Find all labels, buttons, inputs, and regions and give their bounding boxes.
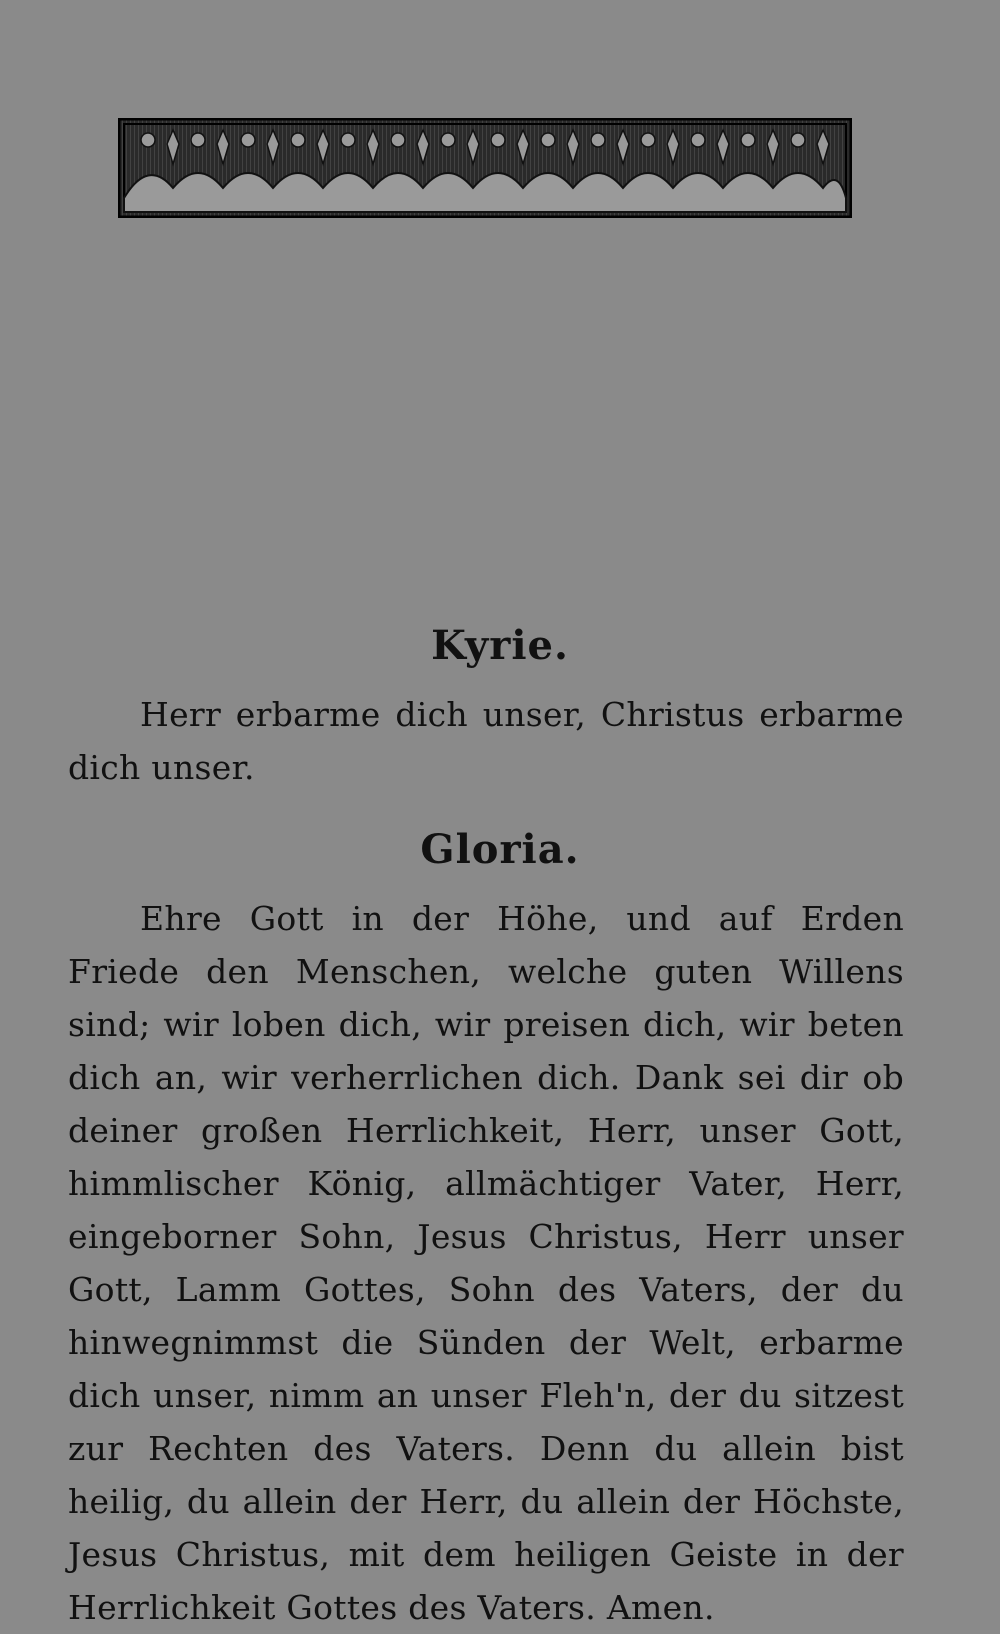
decorative-header-ornament — [118, 118, 852, 218]
gloria-heading: Gloria. — [420, 826, 580, 873]
gloria-text: Ehre Gott in der Höhe, und auf Erden Friede den Menschen, welche guten Willens sind; wir loben dich, wir preisen dich, wir beten dich an, wir verherrlichen dich. Dank sei dir ob deiner großen Herrlichkeit, Herr, unser Gott, himmlischer König, allmächtiger Vater, Herr, eingeborner Sohn, Jesus Christus, Herr unser Gott, Lamm Gottes, Sohn des Vaters, der du hinwegnimmst die Sünden der Welt, erbarme dich unser, nimm an unser Fleh'n, der du sitzest zur Rechten des Vaters. Denn du allein bist heilig, du allein der Herr, du allein der Höchste, Jesus Christus, mit dem heiligen Geiste in der Herrlichkeit Gottes des Vaters. Amen. — [68, 899, 904, 1627]
kyrie-text: Herr erbarme dich unser, Christus erbarme dich unser. — [68, 695, 904, 787]
kyrie-heading: Kyrie. — [431, 622, 569, 669]
